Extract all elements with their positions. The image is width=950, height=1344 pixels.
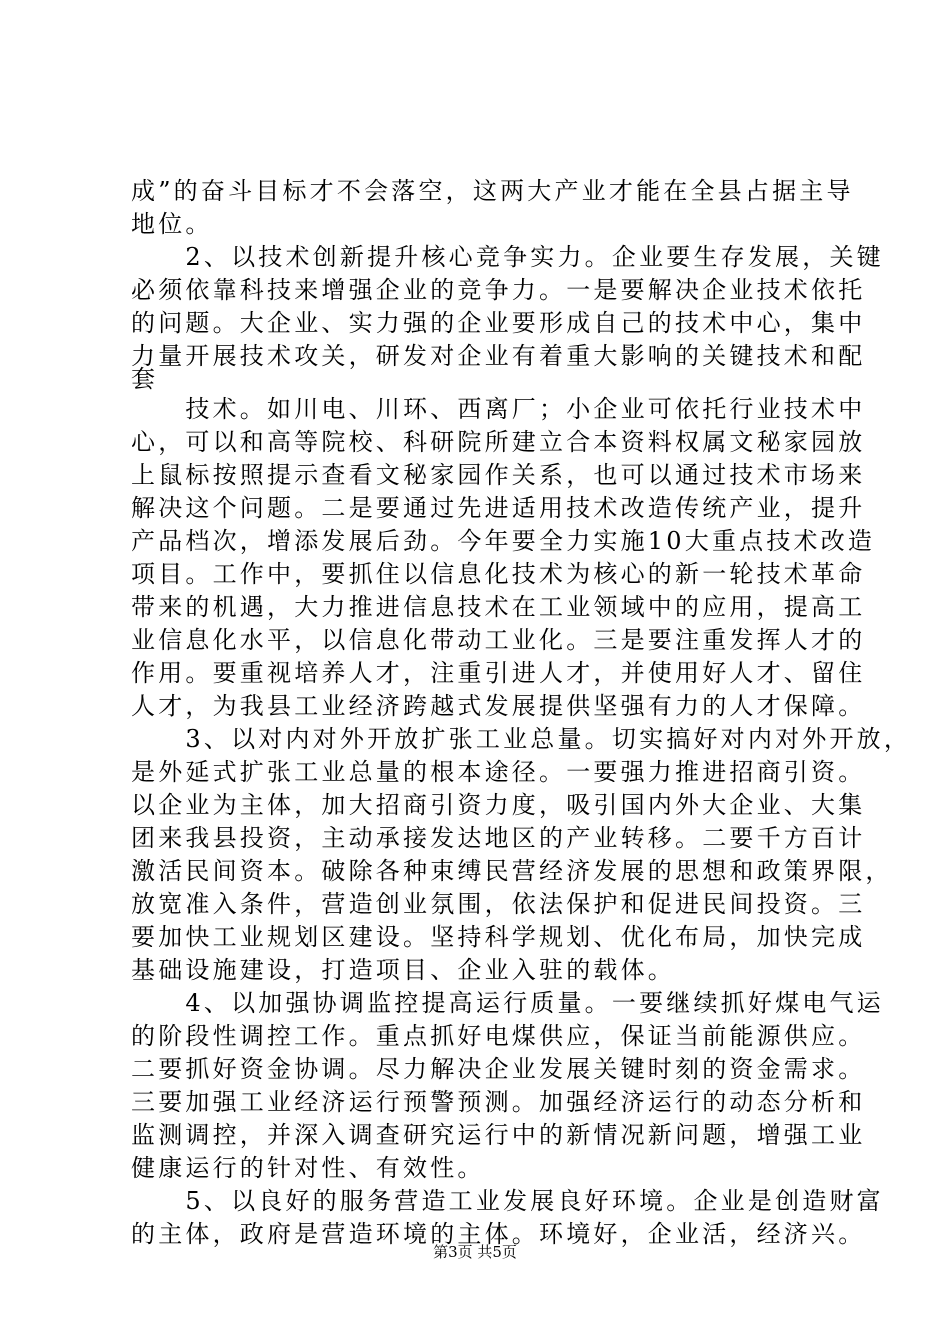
text-line: 成”的奋斗目标才不会落空，这两大产业才能在全县占据主导 bbox=[131, 177, 854, 205]
text-line: 二要抓好资金协调。尽力解决企业发展关键时刻的资金需求。 bbox=[131, 1055, 866, 1083]
text-line: 业信息化水平，以信息化带动工业化。三是要注重发挥人才的 bbox=[131, 626, 866, 654]
text-line: 带来的机遇，大力推进信息技术在工业领域中的应用，提高工 bbox=[131, 593, 866, 621]
text-line: 要加快工业规划区建设。坚持科学规划、优化布局，加快完成 bbox=[131, 923, 866, 951]
text-line: 项目。工作中，要抓住以信息化技术为核心的新一轮技术革命 bbox=[131, 560, 866, 588]
text-line: 的问题。大企业、实力强的企业要形成自己的技术中心，集中 bbox=[131, 309, 866, 337]
text-line: 监测调控，并深入调查研究运行中的新情况新问题，增强工业 bbox=[131, 1121, 866, 1149]
text-line: 3、以对内对外开放扩张工业总量。切实搞好对内对外开放， bbox=[131, 725, 912, 753]
text-line: 上鼠标按照提示查看文秘家园作关系，也可以通过技术市场来 bbox=[131, 461, 866, 489]
text-line: 2、以技术创新提升核心竞争实力。企业要生存发展，关键 bbox=[131, 243, 884, 271]
text-line: 产品档次，增添发展后劲。今年要全力实施10大重点技术改造 bbox=[131, 527, 876, 555]
text-line: 5、以良好的服务营造工业发展良好环境。企业是创造财富 bbox=[131, 1187, 884, 1215]
text-line: 心，可以和高等院校、科研院所建立合本资料权属文秘家园放 bbox=[131, 428, 866, 456]
text-line: 是外延式扩张工业总量的根本途径。一要强力推进招商引资。 bbox=[131, 758, 866, 786]
text-line: 力量开展技术攻关，研发对企业有着重大影响的关键技术和配 bbox=[131, 342, 866, 370]
page-number: 第3页 共5页 bbox=[433, 1243, 517, 1261]
text-line: 的主体，政府是营造环境的主体。环境好，企业活，经济兴。 bbox=[131, 1220, 866, 1248]
text-line: 地位。 bbox=[131, 210, 213, 238]
text-line: 激活民间资本。破除各种束缚民营经济发展的思想和政策界限， bbox=[131, 857, 893, 885]
text-line: 作用。要重视培养人才，注重引进人才，并使用好人才、留住 bbox=[131, 659, 866, 687]
text-line: 三要加强工业经济运行预警预测。加强经济运行的动态分析和 bbox=[131, 1088, 866, 1116]
text-line: 健康运行的针对性、有效性。 bbox=[131, 1154, 485, 1182]
text-line: 套 bbox=[131, 365, 159, 393]
text-line: 基础设施建设，打造项目、企业入驻的载体。 bbox=[131, 956, 675, 984]
text-line: 的阶段性调控工作。重点抓好电煤供应，保证当前能源供应。 bbox=[131, 1022, 866, 1050]
text-line: 技术。如川电、川环、西离厂；小企业可依托行业技术中 bbox=[131, 395, 866, 423]
text-line: 4、以加强协调监控提高运行质量。一要继续抓好煤电气运 bbox=[131, 989, 884, 1017]
text-line: 放宽准入条件，营造创业氛围，依法保护和促进民间投资。三 bbox=[131, 890, 866, 918]
text-line: 人才，为我县工业经济跨越式发展提供坚强有力的人才保障。 bbox=[131, 692, 866, 720]
text-line: 以企业为主体，加大招商引资力度，吸引国内外大企业、大集 bbox=[131, 791, 866, 819]
text-line: 团来我县投资，主动承接发达地区的产业转移。二要千方百计 bbox=[131, 824, 866, 852]
text-line: 解决这个问题。二是要通过先进适用技术改造传统产业，提升 bbox=[131, 494, 866, 522]
text-line: 必须依靠科技来增强企业的竞争力。一是要解决企业技术依托 bbox=[131, 276, 866, 304]
